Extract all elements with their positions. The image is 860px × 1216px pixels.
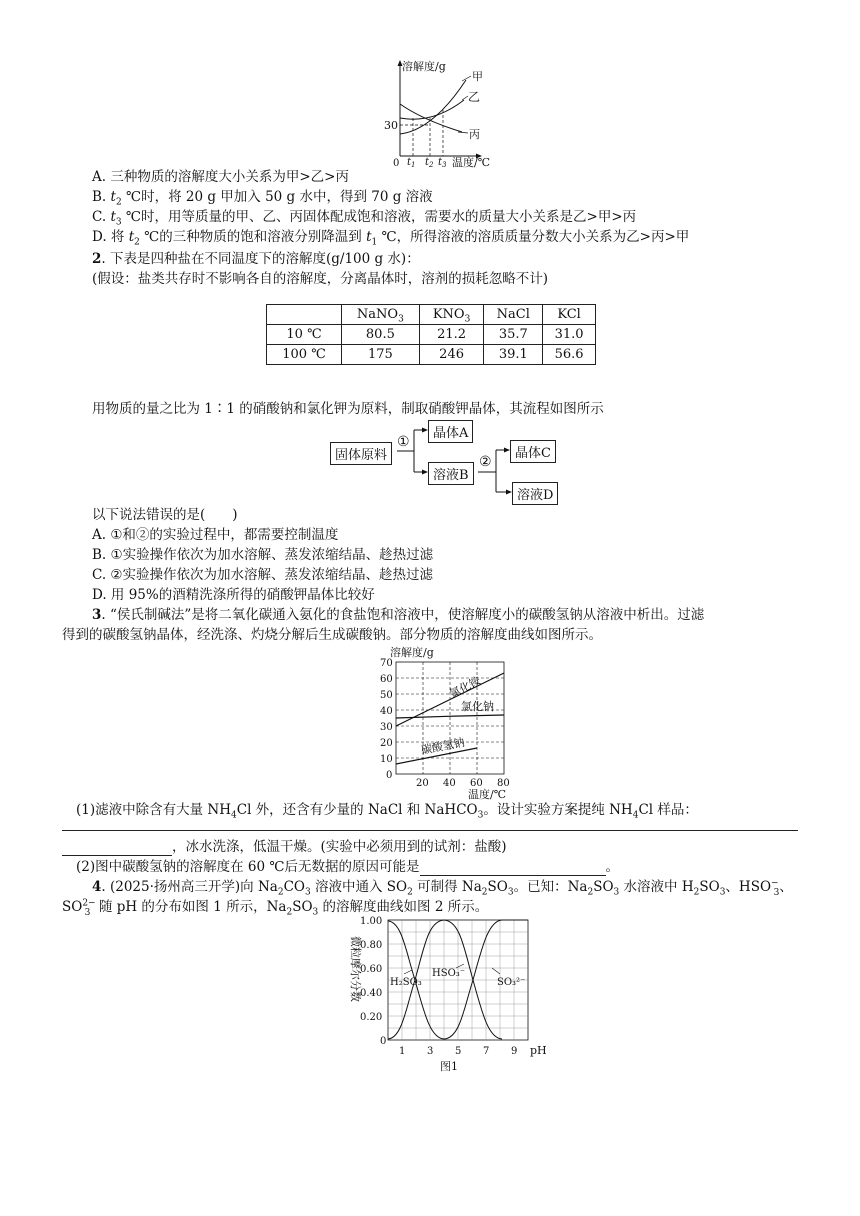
svg-text:80: 80 xyxy=(497,778,510,789)
svg-text:20: 20 xyxy=(380,738,393,749)
label-nh4cl: 氯化铵 xyxy=(447,674,483,701)
svg-text:1.00: 1.00 xyxy=(360,916,383,927)
svg-text:7: 7 xyxy=(483,1046,490,1057)
svg-text:t3: $t_3$ xyxy=(438,157,447,168)
flow-raw-material: 固体原料 xyxy=(330,442,392,465)
label-nahco3: 碳酸氢钠 xyxy=(420,735,466,757)
species-distribution-chart xyxy=(340,912,560,1076)
q3-answer-line-1[interactable] xyxy=(62,830,798,831)
svg-text:pH: pH xyxy=(530,1044,547,1057)
svg-text:40: 40 xyxy=(380,706,393,717)
q3-stem-line2: 得到的碳酸氢钠晶体，经洗涤、灼烧分解后生成碳酸钠。部分物质的溶解度曲线如图所示。 xyxy=(62,627,602,643)
q4-stem-line2: $SO^{2-}_3$ 随 pH 的分布如图 1 所示，$Na_2SO_3$ 的溶解度曲线如图 2 所示。 xyxy=(62,898,489,918)
svg-text:70: 70 xyxy=(380,658,393,669)
flow-arrows xyxy=(0,0,860,520)
svg-text:3: 3 xyxy=(427,1046,434,1057)
svg-text:0.60: 0.60 xyxy=(360,964,383,975)
svg-text:40: 40 xyxy=(443,778,456,789)
svg-text:9: 9 xyxy=(511,1046,518,1057)
flow-crystal-c: 晶体C xyxy=(510,440,556,463)
table-row: 10 ℃ 80.5 21.2 35.7 31.0 xyxy=(267,325,596,345)
chart1-ylabel: 溶解度/g xyxy=(402,60,446,73)
svg-text:0.20: 0.20 xyxy=(360,1012,383,1023)
q3-stem-line1: 3. “侯氏制碱法”是将二氧化碳通入氨化的食盐饱和溶液中，使溶解度小的碳酸氢钠从溶液中析出。过滤 xyxy=(92,607,705,623)
flow-step-2: ② xyxy=(479,454,492,470)
svg-text:0: 0 xyxy=(380,1036,387,1047)
q1-option-a: A. 三种物质的溶解度大小关系为甲>乙>丙 xyxy=(92,169,349,185)
q3-sub1-line1: (1)滤液中除含有大量 $NH_4Cl$ 外，还含有少量的 NaCl 和 NaHCO$_3$。设计实验方案提纯 $NH_4Cl$ 样品： xyxy=(76,802,698,821)
q2-stem: 2. 下表是四种盐在不同温度下的溶解度(g/100 g 水)： xyxy=(92,251,420,267)
label-yi: 乙 xyxy=(468,90,481,104)
label-hso3: HSO₃⁻ xyxy=(432,968,466,979)
svg-text:t2: $t_2$ xyxy=(425,157,434,168)
svg-text:60: 60 xyxy=(470,778,483,789)
chart-caption: 图1 xyxy=(440,1060,458,1073)
q3-answer-line-3[interactable] xyxy=(420,875,606,876)
chart1-xlabel: 温度/℃ xyxy=(452,156,491,168)
table-row: 100 ℃ 175 246 39.1 56.6 xyxy=(267,345,596,365)
chart1-origin: 0 xyxy=(393,158,400,168)
flow-crystal-a: 晶体A xyxy=(428,420,473,443)
svg-text:0.40: 0.40 xyxy=(360,988,383,999)
flow-solution-b: 溶液B xyxy=(428,462,474,485)
label-bing: 丙 xyxy=(469,128,480,141)
svg-text:5: 5 xyxy=(455,1046,462,1057)
label-nacl: 氯化钠 xyxy=(461,700,494,713)
svg-text:1: 1 xyxy=(399,1046,406,1057)
svg-text:0.80: 0.80 xyxy=(360,940,383,951)
q2-option-d: D. 用 95%的酒精洗涤所得的硝酸钾晶体比较好 xyxy=(92,587,375,603)
q2-question: 以下说法错误的是( ) xyxy=(92,507,238,523)
q2-intro: 用物质的量之比为 1∶1 的硝酸钠和氯化钾为原料，制取硝酸钾晶体，其流程如图所示 xyxy=(92,401,604,417)
svg-text:50: 50 xyxy=(380,690,393,701)
label-h2so3: H₂SO₃ xyxy=(390,977,422,988)
q4-stem-line1: 4. (2025·扬州高三开学)向 $Na_2CO_3$ 溶液中通入 $SO_2$ 可制得 $Na_2SO_3$。已知：$Na_2SO_3$ 水溶液中 $H_2SO_3$、$HSO^-_3$、 xyxy=(92,878,793,898)
svg-text:10: 10 xyxy=(380,754,393,765)
svg-text:60: 60 xyxy=(380,674,393,685)
q2-option-a: A. ①和②的实验过程中，都需要控制温度 xyxy=(92,527,339,543)
q1-option-d: D. 将 $t_2$ ℃的三种物质的饱和溶液分别降温到 $t_1$ ℃，所得溶液的溶质质量分数大小关系为乙>丙>甲 xyxy=(92,229,690,248)
q1-option-c: C. $t_3$ ℃时，用等质量的甲、乙、丙固体配成饱和溶液，需要水的质量大小关系是乙>甲>丙 xyxy=(92,209,637,228)
q3-sub2: (2)图中碳酸氢钠的溶解度在 60 ℃后无数据的原因可能是 。 xyxy=(76,859,619,875)
q1-option-b: B. $t_2$ ℃时，将 20 g 甲加入 50 g 水中，得到 70 g 溶液 xyxy=(92,189,433,208)
flow-step-1: ① xyxy=(397,434,410,450)
chart1-tick-30: 30 xyxy=(384,119,398,132)
q2-option-b: B. ①实验操作依次为加水溶解、蒸发浓缩结晶、趁热过滤 xyxy=(92,547,434,563)
q3-answer-line-2[interactable] xyxy=(62,855,172,856)
table-header-row: NaNO$_3$ $KNO_3$ NaCl KCl xyxy=(267,305,596,325)
q3-sub1-line2: ，冰水洗涤，低温干燥。(实验中必须用到的试剂：盐酸) xyxy=(62,838,507,856)
svg-text:温度/℃: 温度/℃ xyxy=(468,788,507,800)
svg-text:0: 0 xyxy=(386,770,393,781)
svg-text:溶解度/g: 溶解度/g xyxy=(390,646,434,659)
svg-text:t1: $t_1$ xyxy=(407,157,416,168)
svg-text:20: 20 xyxy=(416,778,429,789)
label-jia: 甲 xyxy=(472,70,483,83)
svg-text:30: 30 xyxy=(380,722,393,733)
q2-assumption: (假设：盐类共存时不影响各自的溶解度，分离晶体时，溶剂的损耗忽略不计) xyxy=(92,271,549,287)
solubility-chart-hou xyxy=(360,644,520,800)
label-so3: SO₃²⁻ xyxy=(497,977,526,988)
q2-option-c: C. ②实验操作依次为加水溶解、蒸发浓缩结晶、趁热过滤 xyxy=(92,567,434,583)
svg-text:微粒摩尔分数: 微粒摩尔分数 xyxy=(349,936,362,1002)
flow-solution-d: 溶液D xyxy=(512,482,558,505)
